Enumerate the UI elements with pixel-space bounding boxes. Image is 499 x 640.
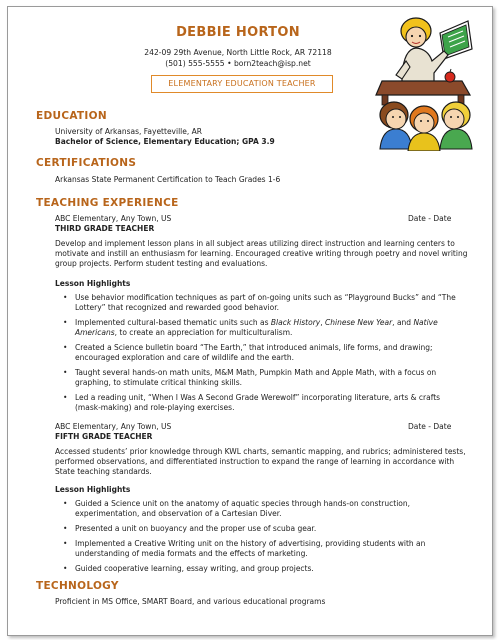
resume-page <box>7 6 493 636</box>
candidate-name: DEBBIE HORTON <box>176 25 300 40</box>
list-item: • Created a Science bulletin board “The Earth,” that introduced animals, life forms, and drawing; encouraged exploration and care of wildlife and the earth. <box>63 343 468 363</box>
list-item: • Guided a Science unit on the anatomy of aquatic species through hands-on construction, experimentation, and observation of a Cartesian Diver. <box>63 499 468 519</box>
lesson-highlights-list <box>63 293 468 418</box>
list-item: • Implemented cultural-based thematic units such as Black History, Chinese New Year, and Native Americans, to create an appreciation for multiculturalism. <box>63 318 468 338</box>
address-line: 242-09 29th Avenue, North Little Rock, AR 72118 <box>144 48 332 57</box>
resume-header <box>8 7 492 107</box>
objective-box: ELEMENTARY EDUCATION TEACHER <box>151 75 333 93</box>
teacher-with-students-clipart-icon <box>372 15 478 151</box>
phone-email-line <box>118 58 358 69</box>
lesson-highlights-list <box>63 499 468 579</box>
education-heading: EDUCATION <box>36 110 107 122</box>
list-item: • Taught several hands-on math units, M&M Math, Pumpkin Math and Apple Math, with a focus on graphing, to stimulate critical thinking skills. <box>63 368 468 388</box>
job-employer: ABC Elementary, Any Town, US <box>55 422 172 431</box>
contact-block <box>118 47 358 69</box>
certification-text: Arkansas State Permanent Certification to Teach Grades 1-6 <box>55 175 281 184</box>
contact-separator: • <box>227 59 232 68</box>
phone-number: (501) 555-5555 <box>165 59 225 68</box>
lesson-highlights-heading: Lesson Highlights <box>55 279 131 288</box>
job-date: Date - Date <box>408 422 452 431</box>
job-employer: ABC Elementary, Any Town, US <box>55 214 172 223</box>
technology-heading: TECHNOLOGY <box>36 580 119 592</box>
job-summary: Accessed students’ prior knowledge through KWL charts, semantic mapping, and rubrics; administered tests, performed observations, and differentiated instruction to expand the range of learning in accordance with State teaching standards. <box>55 447 466 476</box>
experience-heading: TEACHING EXPERIENCE <box>36 197 179 209</box>
email-address: born2teach@isp.net <box>233 59 311 68</box>
technology-text: Proficient in MS Office, SMART Board, and various educational programs <box>55 597 326 606</box>
job-title: FIFTH GRADE TEACHER <box>55 432 153 441</box>
list-item: • Guided cooperative learning, essay writing, and group projects. <box>63 564 468 574</box>
list-item: • Implemented a Creative Writing unit on the history of advertising, providing students with an understanding of media formats and the effects of marketing. <box>63 539 468 559</box>
job-summary: Develop and implement lesson plans in all subject areas utilizing direct instruction and learning centers to motivate and instill an enthusiasm for learning. Encouraged creative writing through poetry and novel writing group projects. Perform student testing and evaluations. <box>55 239 468 268</box>
list-item: • Led a reading unit, “When I Was A Second Grade Werewolf” incorporating literature, arts & crafts (mask-making) and role-playing exercises. <box>63 393 468 413</box>
list-item: • Use behavior modification techniques as part of on-going units such as “Playground Bucks” and “The Lottery” that recognized and rewarded good behavior. <box>63 293 468 313</box>
job-date: Date - Date <box>408 214 452 223</box>
certifications-heading: CERTIFICATIONS <box>36 157 137 169</box>
list-item: • Presented a unit on buoyancy and the proper use of scuba gear. <box>63 524 468 534</box>
education-school: University of Arkansas, Fayetteville, AR <box>55 127 202 136</box>
education-degree: Bachelor of Science, Elementary Education; GPA 3.9 <box>55 137 275 146</box>
job-title: THIRD GRADE TEACHER <box>55 224 155 233</box>
lesson-highlights-heading: Lesson Highlights <box>55 485 131 494</box>
